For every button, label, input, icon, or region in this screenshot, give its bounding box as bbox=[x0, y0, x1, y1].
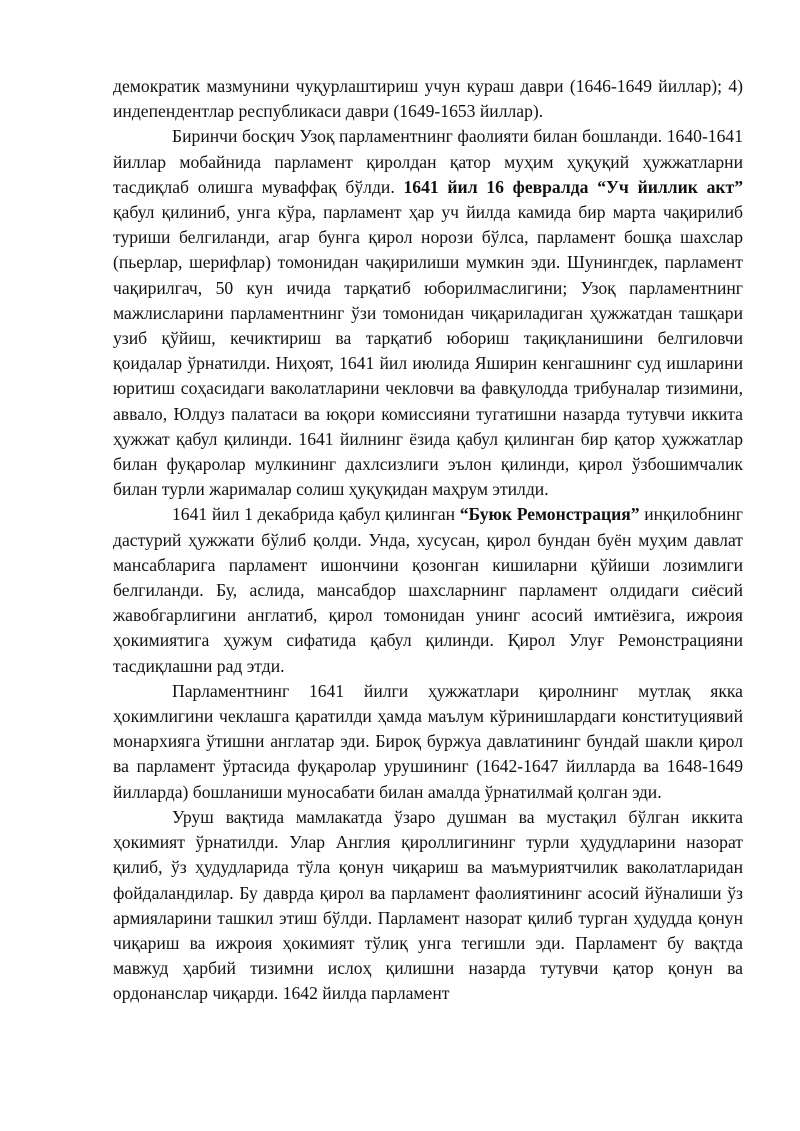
paragraph-text: Парламентнинг 1641 йилги ҳужжатлари қиролнинг мутлақ якка ҳокимлигини чеклашга қаратилди ҳамда маълум кўринишлардаги конституциявий монархияга ўтишни англатар эди. Бироқ буржуа давлатининг бундай шакли қирол ва парламент ўртасида фуқаролар урушининг (1642-1647 йилларда ва 1648-1649 йилларда) бошланиши муносабати билан амалда ўрнатилмай қолган эди. bbox=[113, 680, 743, 802]
paragraph-5 bbox=[113, 805, 743, 1007]
paragraph-text: 1641 йил 1 декабрида қабул қилинган bbox=[172, 504, 460, 525]
paragraph-3 bbox=[113, 502, 743, 678]
paragraph-text: қабул қилиниб, унга кўра, парламент ҳар уч йилда камида бир марта чақирилиб туриши белгиланди, агар бунга қирол норози бўлса, парламент бошқа шахслар (пьерлар, шерифлар) томонидан чақирилиши мумкин эди. Шунингдек, парламент чақирилгач, 50 кун ичида тарқатиб юборилмаслигини; Узоқ парламентнинг мажлисларини парламентнинг ўзи томонидан чиқариладиган ҳужжатдан ташқари узиб қўйиш, кечиктириш ва тарқатиб юбориш тақиқланишини белгиловчи қоидалар ўрнатилди. Ниҳоят, 1641 йил июлида Яширин кенгашнинг суд ишларини юритиш соҳасидаги ваколатларини чекловчи ва фавқулодда трибуналар тизимини, аввало, Юлдуз палатаси ва юқори комиссияни тугатишни назарда тутувчи иккита ҳужжат қабул қилинди. 1641 йилнинг ёзида қабул қилинган бир қатор ҳужжатлар билан фуқаролар мулкининг дахлсизлиги эълон қилинди, қирол ўзбошимчалик билан турли жарималар солиш ҳуқуқидан маҳрум этилди. bbox=[113, 202, 743, 500]
paragraph-2 bbox=[113, 124, 743, 502]
paragraph-text: Уруш вақтида мамлакатда ўзаро душман ва мустақил бўлган иккита ҳокимият ўрнатилди. Улар Англия қироллигининг турли ҳудудларини назорат қилиб, ўз ҳудудларида тўла қонун чиқариш ва маъмуриятчилик ваколатларидан фойдаландилар. Бу даврда қирол ва парламент фаолиятининг асосий йўналиши ўз армияларини ташкил этиш бўлди. Парламент назорат қилиб турган ҳудудда қонун чиқариш ва ижроия ҳокимият тўлиқ унга тегишли эди. Парламент бу вақтда мавжуд ҳарбий тизимни ислоҳ қилишни назарда тутувчи қатор қонун ва ордонанслар чиқарди. 1642 йилда парламент bbox=[113, 806, 743, 1004]
paragraph-text: инқилобнинг дастурий ҳужжати бўлиб қолди. Унда, хусусан, қирол бундан буён муҳим давлат мансабларига парламент ишончини қозонган кишиларни қўйиши лозимлиги белгиланди. Бу, аслида, мансабдор шахсларнинг парламент олдидаги сиёсий жавобгарлигини англатиб, қирол томонидан унинг асосий имтиёзига, ижроия ҳокимиятига ҳужум сифатида қабул қилинди. Қирол Улуғ Ремонстрацияни тасдиқлашни рад этди. bbox=[113, 504, 744, 676]
bold-phrase-grand-remonstrance: “Буюк Ремонстрация” bbox=[459, 504, 640, 525]
paragraph-4 bbox=[113, 679, 743, 805]
paragraph-text: Биринчи босқич Узоқ парламентнинг фаолияти билан бошланди. 1640-1641 йиллар мобайнида парламент қиролдан қатор муҳим ҳуқуқий ҳужжатларни тасдиқлаб олишга муваффақ бўлди. bbox=[113, 126, 743, 197]
paragraph-1 bbox=[113, 74, 743, 124]
document-page bbox=[113, 74, 743, 1007]
paragraph-text: демократик мазмунини чуқурлаштириш учун кураш даври (1646-1649 йиллар); 4) индепендентлар республикаси даври (1649-1653 йиллар). bbox=[113, 76, 743, 122]
bold-phrase-three-year-act: 1641 йил 16 февралда “Уч йиллик акт” bbox=[403, 176, 743, 197]
